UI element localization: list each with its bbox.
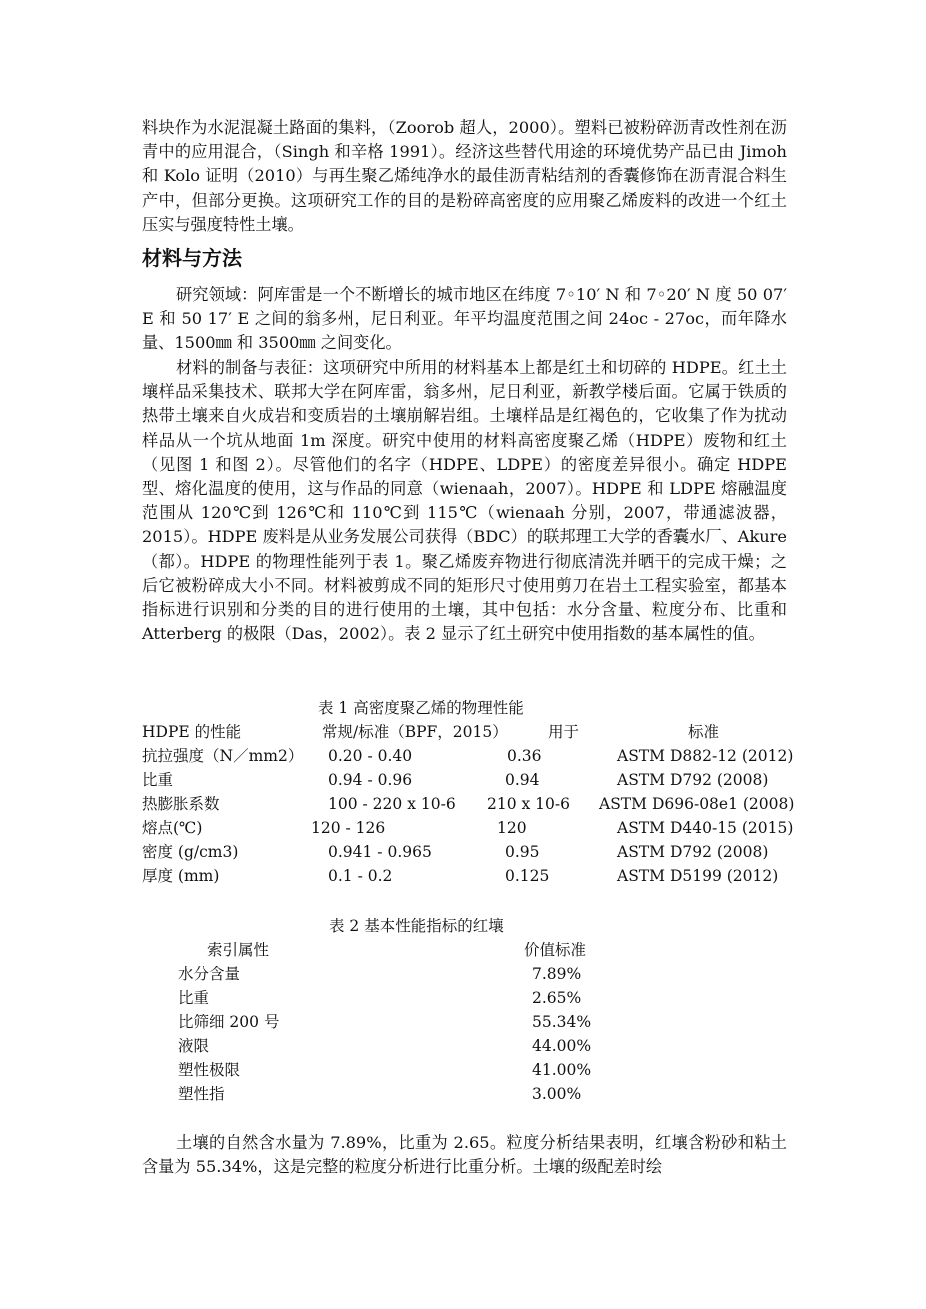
table-2-caption: 表 2 基本性能指标的红壤 [329, 917, 504, 935]
intro-paragraph: 料块作为水泥混凝土路面的集料，（Zoorob 超人，2000）。塑料已被粉碎沥青改性剂在沥青中的应用混合，（Singh 和辛格 1991）。经济这些替代用途的环境优势产品已由 Jimoh 和 Kolo 证明（2010）与再生聚乙烯纯净水的最佳沥青粘结剂的香囊修饰在沥青混合料生产中，但部分更换。这项研究工作的目的是粉碎高密度的应用聚乙烯废料的改进一个红土压实与强度特性土壤。 [142, 118, 787, 234]
table-cell: 塑性极限 [178, 1061, 241, 1079]
table-cell: 44.00% [532, 1037, 592, 1055]
table-2-header-property: 索引属性 [207, 941, 270, 959]
table-cell: 3.00% [532, 1085, 582, 1103]
table-cell: 55.34% [532, 1013, 592, 1031]
table-row [0, 792, 926, 816]
table-cell: 120 [497, 819, 527, 837]
results-paragraph: 土壤的自然含水量为 7.89%，比重为 2.65。粒度分析结果表明，红壤含粉砂和粘土含量为 55.34%，这是完整的粒度分析进行比重分析。土壤的级配差时绘 [142, 1133, 787, 1177]
table-cell: 100 - 220 x 10-6 [328, 795, 456, 813]
table-cell: 210 x 10-6 [487, 795, 571, 813]
materials-paragraph: 材料的制备与表征：这项研究中所用的材料基本上都是红土和切碎的 HDPE。红土土壤样品采集技术、联邦大学在阿库雷，翁多州，尼日利亚，新教学楼后面。它属于铁质的热带土壤来自火成岩和变质岩的土壤崩解岩组。土壤样品是红褐色的，它收集了作为扰动样品从一个坑从地面 1m 深度。研究中使用的材料高密度聚乙烯（HDPE）废物和红土（见图 1 和图 2）。尽管他们的名字（HDPE、LDPE）的密度差异很小。确定 HDPE 型、熔化温度的使用，这与作品的同意（wienaah，2007）。HDPE 和 LDPE 熔融温度范围从 120℃到 126℃和 110℃到 115℃（wienaah 分别，2007，带通滤波器，2015）。HDPE 废料是从业务发展公司获得（BDC）的联邦理工大学的香囊水厂、Akure（都）。HDPE 的物理性能列于表 1。聚乙烯废弃物进行彻底清洗并晒干的完成干燥；之后它被粉碎成大小不同。材料被剪成不同的矩形尺寸使用剪刀在岩土工程实验室，都基本指标进行识别和分类的目的进行使用的土壤，其中包括：水分含量、粒度分布、比重和 Atterberg 的极限（Das，2002）。表 2 显示了红土研究中使用指数的基本属性的值。 [142, 358, 787, 644]
table-1-header-used: 用于 [548, 723, 580, 741]
table-cell: 0.94 - 0.96 [328, 771, 413, 789]
table-row [0, 986, 926, 1010]
table-cell: 抗拉强度（N／mm2） [142, 747, 304, 765]
table-1-header-row [0, 720, 926, 744]
table-cell: 塑性指 [178, 1085, 225, 1103]
table-row [0, 744, 926, 768]
table-row [0, 1010, 926, 1034]
table-row [0, 1058, 926, 1082]
table-cell: 120 - 126 [311, 819, 386, 837]
table-cell: ASTM D882-12 (2012) [617, 747, 794, 765]
table-cell: 0.941 - 0.965 [328, 843, 432, 861]
table-cell: 水分含量 [178, 965, 241, 983]
table-cell: ASTM D440-15 (2015) [617, 819, 794, 837]
table-cell: ASTM D696-08e1 (2008) [599, 795, 795, 813]
table-cell: 比筛细 200 号 [178, 1013, 280, 1031]
table-cell: 7.89% [532, 965, 582, 983]
table-row [0, 1082, 926, 1106]
table-cell: 41.00% [532, 1061, 592, 1079]
table-cell: 热膨胀系数 [142, 795, 220, 813]
table-row [0, 1034, 926, 1058]
table-cell: 密度 (g/cm3) [142, 843, 239, 861]
table-cell: 比重 [142, 771, 174, 789]
table-cell: 0.95 [505, 843, 540, 861]
table-cell: 熔点(℃) [142, 819, 203, 837]
table-cell: 0.125 [505, 867, 550, 885]
table-1-header-standard-range: 常规/标准（BPF，2015） [322, 723, 508, 741]
table-cell: 液限 [178, 1037, 210, 1055]
table-cell: 比重 [178, 989, 210, 1007]
table-row [0, 768, 926, 792]
section-heading: 材料与方法 [142, 246, 242, 270]
table-cell: ASTM D792 (2008) [617, 843, 769, 861]
table-1-header-standard: 标准 [688, 723, 720, 741]
table-2-header-row [0, 938, 926, 962]
table-cell: 0.20 - 0.40 [328, 747, 413, 765]
table-cell: 0.36 [507, 747, 542, 765]
table-row [0, 864, 926, 888]
table-row [0, 840, 926, 864]
table-cell: 2.65% [532, 989, 582, 1007]
table-cell: 0.94 [505, 771, 540, 789]
table-row [0, 962, 926, 986]
table-cell: 厚度 (mm) [142, 867, 220, 885]
table-1-caption: 表 1 高密度聚乙烯的物理性能 [318, 699, 524, 717]
table-cell: ASTM D5199 (2012) [617, 867, 779, 885]
table-cell: ASTM D792 (2008) [617, 771, 769, 789]
table-2-header-value: 价值标准 [524, 941, 587, 959]
table-row [0, 816, 926, 840]
table-1-header-property: HDPE 的性能 [142, 723, 242, 741]
study-area-paragraph: 研究领域：阿库雷是一个不断增长的城市地区在纬度 7◦10′ N 和 7◦20′ N 度 50 07′ E 和 50 17′ E 之间的翁多州，尼日利亚。年平均温度范围之间 24oc - 27oc，而年降水量、1500㎜ 和 3500㎜ 之间变化。 [142, 285, 787, 353]
table-cell: 0.1 - 0.2 [328, 867, 393, 885]
